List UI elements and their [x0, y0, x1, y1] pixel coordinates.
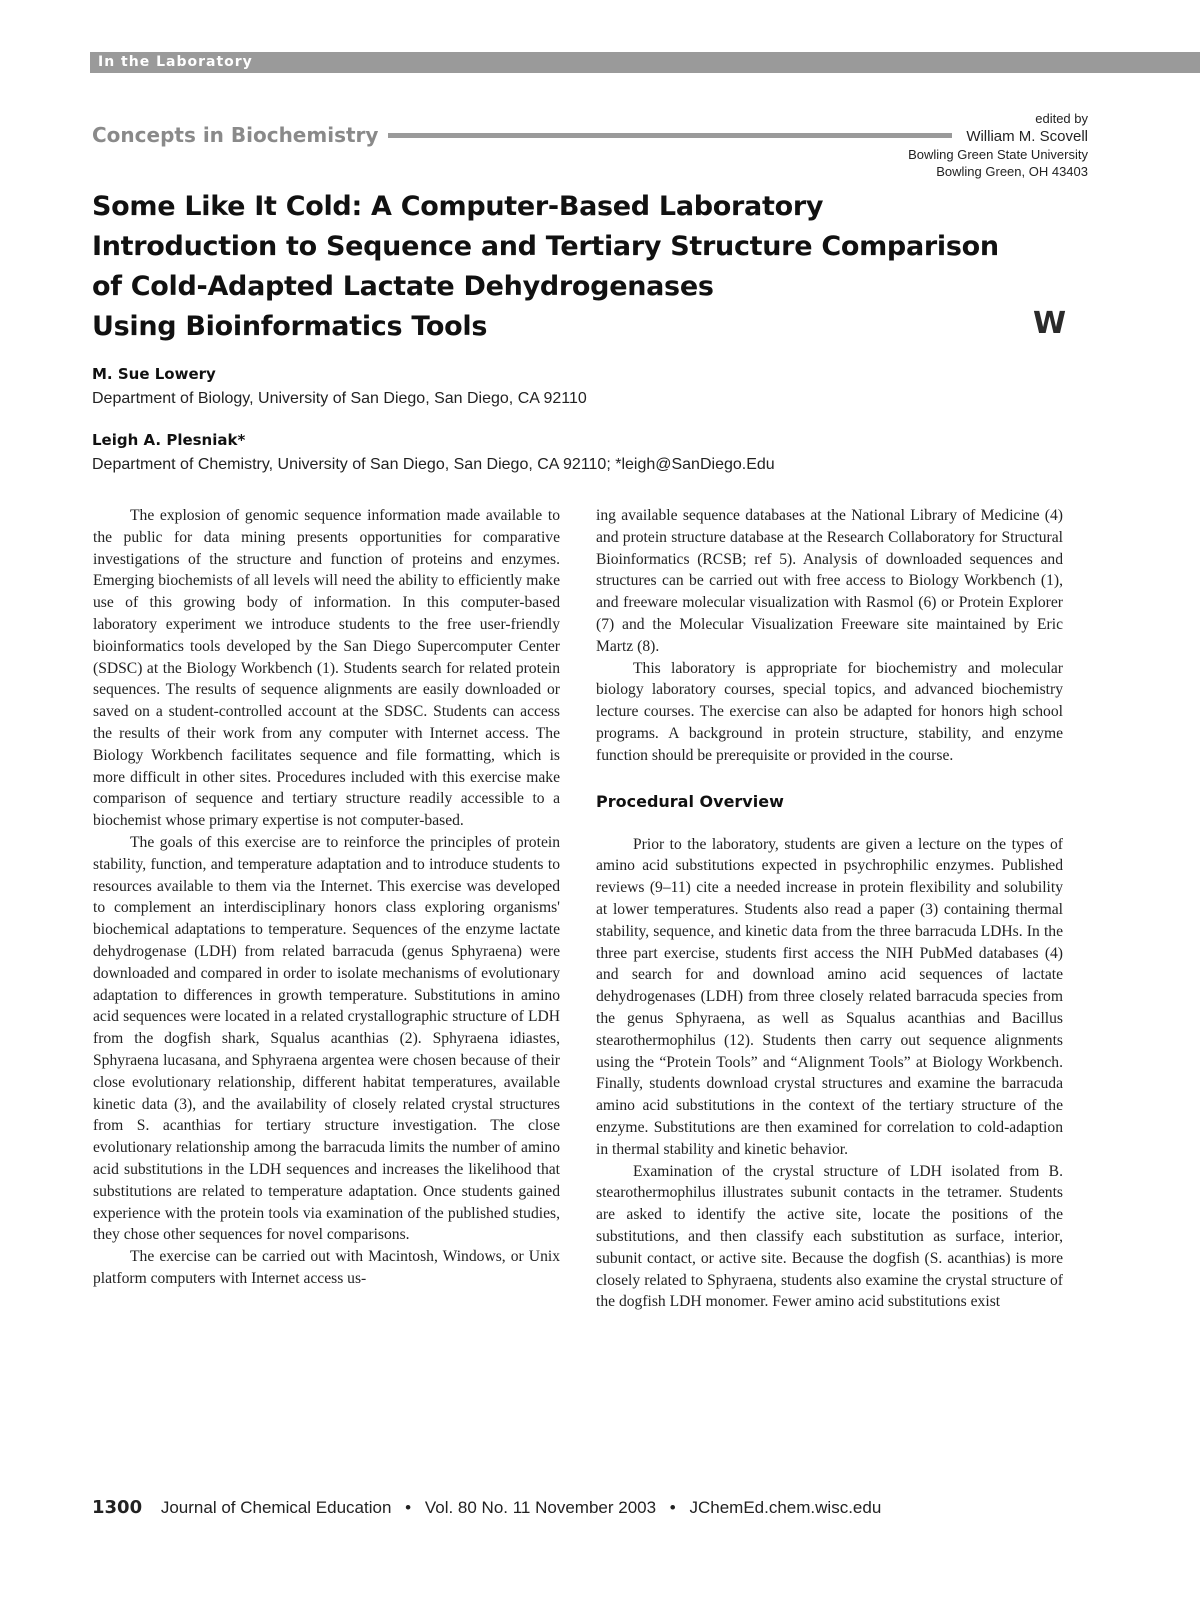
editor-name: William M. Scovell: [966, 128, 1088, 145]
author-affiliation: Department of Biology, University of San Diego, San Diego, CA 92110: [92, 390, 587, 407]
edited-by: edited by: [1035, 111, 1088, 126]
editor-block: [908, 111, 1088, 180]
title-line: Some Like It Cold: A Computer-Based Laboratory: [92, 191, 824, 222]
editor-institution: Bowling Green State University: [908, 147, 1088, 162]
column-header: [92, 122, 952, 148]
body-paragraph: ing available sequence databases at the National Library of Medicine (4) and protein structure database at the Research Collaboratory for Structural Bioinformatics (RCSB; ref 5). Analysis of downloaded sequences and structures can be carried out with free access to Biology Workbench (1), and freeware molecular visualization with Rasmol (6) or Protein Explorer (7) and the Molecular Visualization Freeware site maintained by Eric Martz (8).: [596, 507, 1063, 655]
section-banner: In the Laboratory: [90, 52, 1200, 73]
body-paragraph: The exercise can be carried out with Macintosh, Windows, or Unix platform computers with Internet access us-: [93, 1248, 560, 1287]
page-footer: [92, 1497, 881, 1518]
title-line: Introduction to Sequence and Tertiary Structure Comparison: [92, 231, 999, 262]
title-line: of Cold-Adapted Lactate Dehydrogenases: [92, 271, 714, 302]
journal-url[interactable]: JChemEd.chem.wisc.edu: [689, 1498, 882, 1517]
separator-bullet: •: [405, 1498, 412, 1517]
article-title: [92, 187, 1052, 347]
web-supplement-icon: W: [1033, 306, 1067, 341]
author-affiliation: Department of Chemistry, University of San Diego, San Diego, CA 92110; *leigh@SanDiego.Edu: [92, 456, 775, 473]
page-number: 1300: [92, 1497, 143, 1518]
right-column: [596, 505, 1063, 1313]
journal-name: Journal of Chemical Education: [160, 1498, 392, 1517]
column-rule: [388, 133, 952, 138]
editor-address: Bowling Green, OH 43403: [936, 164, 1088, 179]
section-heading: Procedural Overview: [596, 791, 784, 811]
author-name: M. Sue Lowery: [92, 365, 216, 383]
body-paragraph: Examination of the crystal structure of LDH isolated from B. stearothermophilus illustrates subunit contacts in the tetramer. Students are asked to identify the active site, locate the positions of the substitutions, and then classify each substitution as surface, interior, subunit contact, or active site. Because the dogfish (S. acanthias) is more closely related to Sphyraena, students also examine the crystal structure of the dogfish LDH monomer. Fewer amino acid substitutions exist: [596, 1162, 1063, 1311]
left-column: [93, 505, 560, 1290]
body-paragraph: The goals of this exercise are to reinforce the principles of protein stability, function, and temperature adaptation and to introduce students to resources available to them via the Internet. This exercise was developed to complement an interdisciplinary honors class exploring organisms' biochemical adaptations to temperature. Sequences of the enzyme lactate dehydrogenase (LDH) from related barracuda (genus Sphyraena) were downloaded and compared in order to isolate mechanisms of evolutionary adaptation to differences in growth temperature. Substitutions in amino acid sequences were located in a related crystallographic structure of LDH from the dogfish shark, Squalus acanthias (2). Sphyraena idiastes, Sphyraena lucasana, and Sphyraena argentea were chosen because of their close evolutionary relationship, different habitat temperatures, available kinetic data (3), and the availability of closely related crystal structures from S. acanthias for tertiary structure investigation. The close evolutionary relationship among the barracuda limits the number of amino acid substitutions in the LDH sequences and increases the likelihood that substitutions are related to temperature adaptation. Once students gained experience with the protein tools via examination of the published studies, they chose other sequences for novel comparisons.: [93, 833, 560, 1244]
body-paragraph: The explosion of genomic sequence information made available to the public for data mining presents opportunities for comparative investigations of the structure and function of proteins and enzymes. Emerging biochemists of all levels will need the ability to efficiently make use of this growing body of information. In this computer-based laboratory experiment we introduce students to the free user-friendly bioinformatics tools developed by the San Diego Supercomputer Center (SDSC) at the Biology Workbench (1). Students search for related protein sequences. The results of sequence alignments are easily downloaded or saved on a student-controlled account at the SDSC. Students can access the results of their work from any computer with Internet access. The Biology Workbench facilitates sequence and file formatting, which is more difficult in other sites. Procedures included with this exercise make comparison of sequence and tertiary structure readily accessible to a biochemist whose primary expertise is not computer-based.: [93, 507, 560, 830]
author-name: Leigh A. Plesniak*: [92, 431, 246, 449]
separator-bullet: •: [669, 1498, 676, 1517]
body-paragraph: This laboratory is appropriate for biochemistry and molecular biology laboratory courses, special topics, and advanced biochemistry lecture courses. The exercise can also be adapted for honors high school programs. A background in protein structure, stability, and enzyme function should be prerequisite or provided in the course.: [596, 659, 1063, 764]
body-paragraph: Prior to the laboratory, students are given a lecture on the types of amino acid substitutions expected in psychrophilic enzymes. Published reviews (9–11) cite a needed increase in protein flexibility and solubility at lower temperatures. Students also read a paper (3) containing thermal stability, sequence, and kinetic data from the three barracuda LDHs. In the three part exercise, students first access the NIH PubMed databases (4) and search for and download amino acid sequences of lactate dehydrogenases (LDH) from three closely related barracuda species from the genus Sphyraena, as well as Squalus acanthias and Bacillus stearothermophilus (12). Students then carry out sequence alignments using the “Protein Tools” and “Alignment Tools” at Biology Workbench. Finally, students download crystal structures and examine the barracuda amino acid substitutions in the context of the tertiary structure of the enzyme. Substitutions are then examined for correlation to cold-adaption in thermal stability and kinetic behavior.: [596, 835, 1063, 1158]
title-line: Using Bioinformatics Tools: [92, 311, 488, 342]
journal-volume: Vol. 80 No. 11 November 2003: [424, 1498, 657, 1517]
column-label: Concepts in Biochemistry: [92, 123, 379, 147]
